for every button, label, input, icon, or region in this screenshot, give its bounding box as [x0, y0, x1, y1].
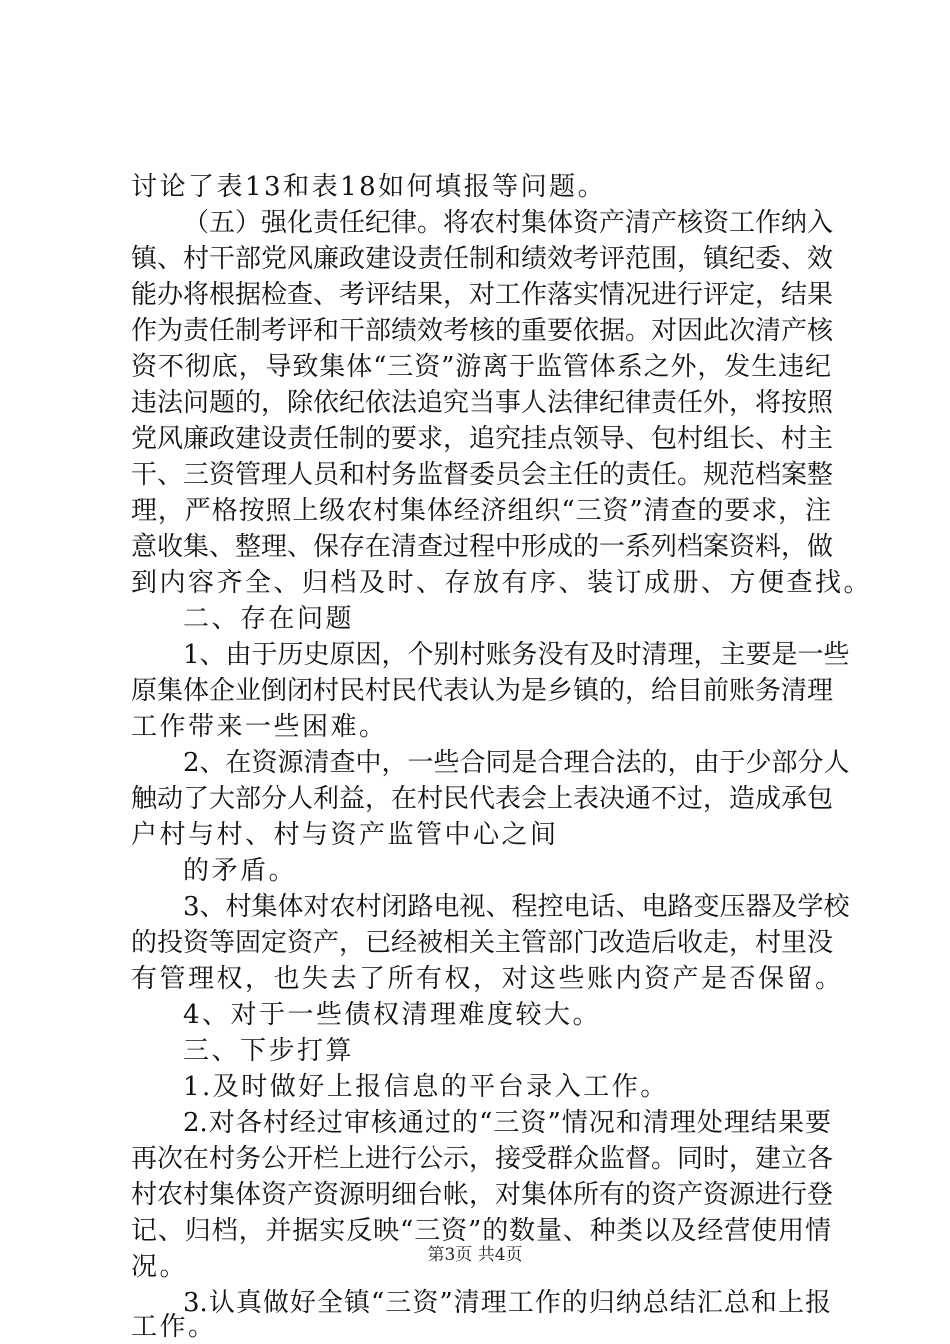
- text-line: 理，严格按照上级农村集体经济组织“三资”清查的要求，注: [131, 496, 831, 526]
- text-line: 4、对于一些债权清理难度较大。: [183, 1000, 602, 1030]
- text-line: 能办将根据检查、考评结果，对工作落实情况进行评定，结果: [131, 280, 834, 310]
- text-line: 工作。: [131, 1312, 217, 1342]
- text-line: 触动了大部分人利益，在村民代表会上表决通不过，造成承包: [131, 784, 834, 814]
- text-line: 讨论了表13和表18如何填报等问题。: [131, 172, 607, 202]
- text-line: 到内容齐全、归档及时、存放有序、装订成册、方便查找。: [131, 568, 873, 598]
- text-line: 镇、村干部党风廉政建设责任制和绩效考评范围，镇纪委、效: [131, 244, 834, 274]
- text-line: 再次在村务公开栏上进行公示，接受群众监督。同时，建立各: [131, 1144, 834, 1174]
- text-line: 意收集、整理、保存在清查过程中形成的一系列档案资料，做: [131, 532, 834, 562]
- text-line: 村农村集体资产资源明细台帐，对集体所有的资产资源进行登: [131, 1180, 834, 1210]
- text-line: 干、三资管理人员和村务监督委员会主任的责任。规范档案整: [131, 460, 834, 490]
- text-line: 记、归档，并据实反映“三资”的数量、种类以及经营使用情: [131, 1216, 831, 1246]
- text-line: 1、由于历史原因，个别村账务没有及时清理，主要是一些: [183, 640, 850, 670]
- text-line: 党风廉政建设责任制的要求，追究挂点领导、包村组长、村主: [131, 424, 834, 454]
- text-line: 3、村集体对农村闭路电视、程控电话、电路变压器及学校: [183, 892, 850, 922]
- text-line: 的投资等固定资产，已经被相关主管部门改造后收走，村里没: [131, 928, 834, 958]
- text-line: 作为责任制考评和干部绩效考核的重要依据。对因此次清产核: [131, 316, 834, 346]
- section-heading: 三、下步打算: [183, 1036, 355, 1066]
- text-line: 户村与村、村与资产监管中心之间: [131, 820, 559, 850]
- text-line: 工作带来一些困难。: [131, 712, 388, 742]
- section-heading: 二、存在问题: [183, 604, 355, 634]
- text-line: 的矛盾。: [183, 856, 298, 886]
- text-line: 资不彻底，导致集体“三资”游离于监管体系之外，发生违纪: [131, 352, 831, 382]
- text-line: 况。: [131, 1252, 189, 1282]
- text-line: 违法问题的，除依纪依法追究当事人法律纪律责任外，将按照: [131, 388, 834, 418]
- text-line: 原集体企业倒闭村民村民代表认为是乡镇的，给目前账务清理: [131, 676, 834, 706]
- text-line: 2.对各村经过审核通过的“三资”情况和清理处理结果要: [183, 1108, 831, 1138]
- text-line: 1.及时做好上报信息的平台录入工作。: [183, 1072, 669, 1102]
- text-line: 3.认真做好全镇“三资”清理工作的归纳总结汇总和上报: [183, 1288, 831, 1318]
- text-line: 2、在资源清查中，一些合同是合理合法的，由于少部分人: [183, 748, 850, 778]
- text-line: 有管理权，也失去了所有权，对这些账内资产是否保留。: [131, 964, 844, 994]
- page-number-footer: 第3页 共4页: [427, 1245, 523, 1265]
- text-line: （五）强化责任纪律。将农村集体资产清产核资工作纳入: [183, 208, 834, 238]
